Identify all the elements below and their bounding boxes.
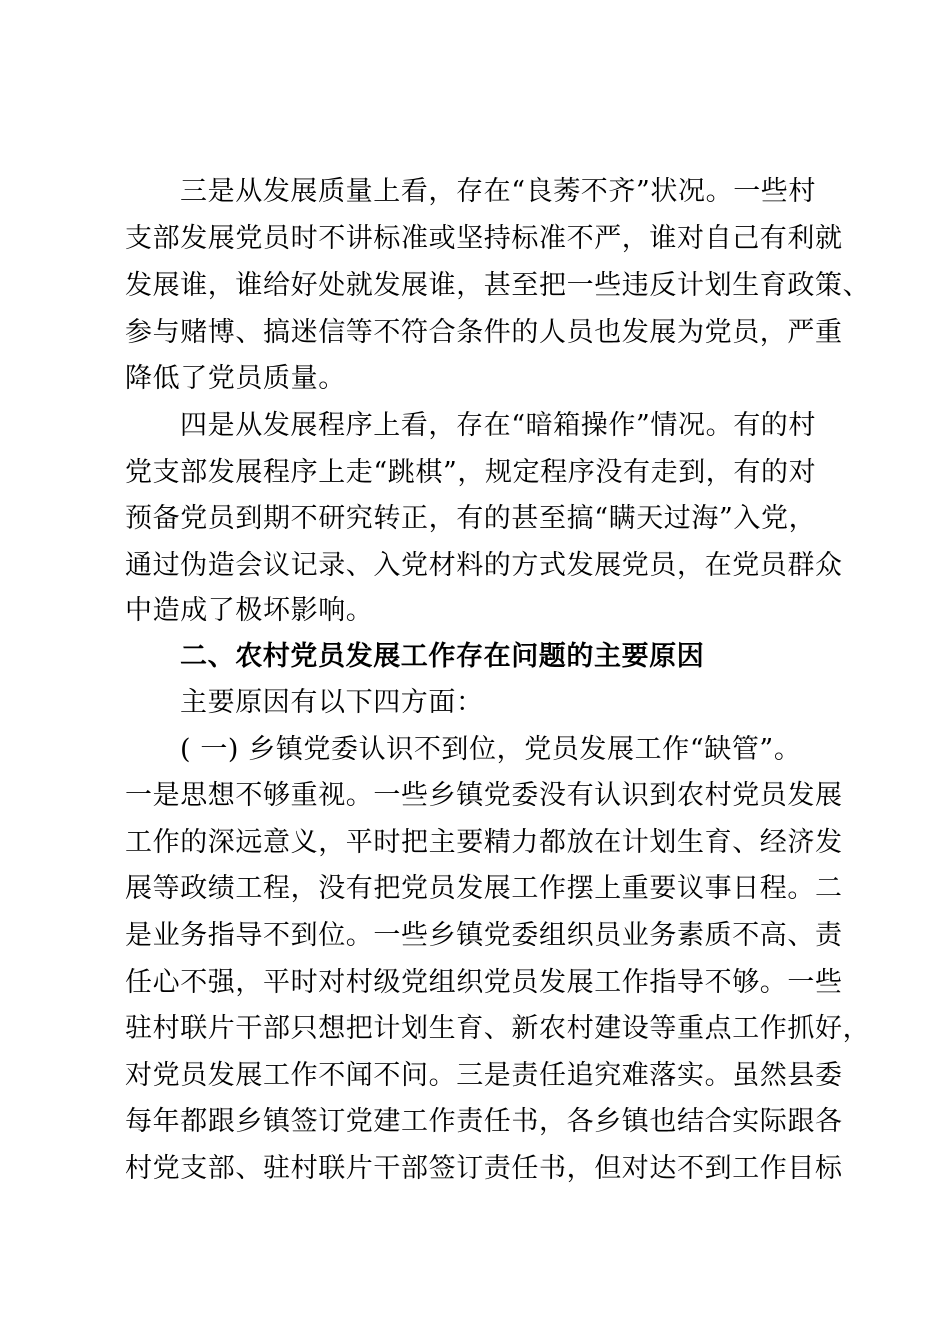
paragraph-3-line-3: 发展谁，谁给好处就发展谁，甚至把一些违反计划生育政策、	[125, 270, 871, 301]
subsection-line-7: 对党员发展工作不闻不问。三是责任追究难落实。虽然县委	[125, 1060, 843, 1091]
paragraph-4-line-5: 中造成了极坏影响。	[125, 595, 374, 626]
section-intro: 主要原因有以下四方面：	[180, 687, 484, 718]
paragraph-3-line-5: 降低了党员质量。	[125, 363, 346, 394]
subsection-line-4: 是业务指导不到位。一些乡镇党委组织员业务素质不高、责	[125, 920, 843, 951]
subsection-heading: ( 一) 乡镇党委认识不到位，党员发展工作“缺管”。	[180, 734, 802, 765]
paragraph-4-line-3: 预备党员到期不研究转正，有的甚至搞“瞒天过海”入党，	[125, 503, 817, 534]
paragraph-4-line-4: 通过伪造会议记录、入党材料的方式发展党员，在党员群众	[125, 550, 843, 581]
paragraph-4-line-2: 党支部发展程序上走“跳棋”，规定程序没有走到，有的对	[125, 457, 817, 488]
paragraph-3-line-2: 支部发展党员时不讲标准或坚持标准不严，谁对自己有利就	[125, 223, 843, 254]
subsection-line-6: 驻村联片干部只想把计划生育、新农村建设等重点工作抓好，	[125, 1013, 871, 1044]
subsection-line-9: 村党支部、驻村联片干部签订责任书，但对达不到工作目标	[125, 1153, 843, 1184]
section-heading: 二、农村党员发展工作存在问题的主要原因	[180, 641, 705, 672]
paragraph-3-line-4: 参与赌博、搞迷信等不符合条件的人员也发展为党员，严重	[125, 317, 843, 348]
subsection-line-1: 一是思想不够重视。一些乡镇党委没有认识到农村党员发展	[125, 780, 843, 811]
subsection-line-3: 展等政绩工程，没有把党员发展工作摆上重要议事日程。二	[125, 873, 843, 904]
subsection-line-2: 工作的深远意义，平时把主要精力都放在计划生育、经济发	[125, 827, 843, 858]
paragraph-4-line-1: 四是从发展程序上看，存在“暗箱操作”情况。有的村	[180, 410, 817, 441]
subsection-line-5: 任心不强，平时对村级党组织党员发展工作指导不够。一些	[125, 967, 843, 998]
subsection-line-8: 每年都跟乡镇签订党建工作责任书，各乡镇也结合实际跟各	[125, 1106, 843, 1137]
paragraph-3-line-1: 三是从发展质量上看，存在“良莠不齐”状况。一些村	[180, 176, 817, 207]
